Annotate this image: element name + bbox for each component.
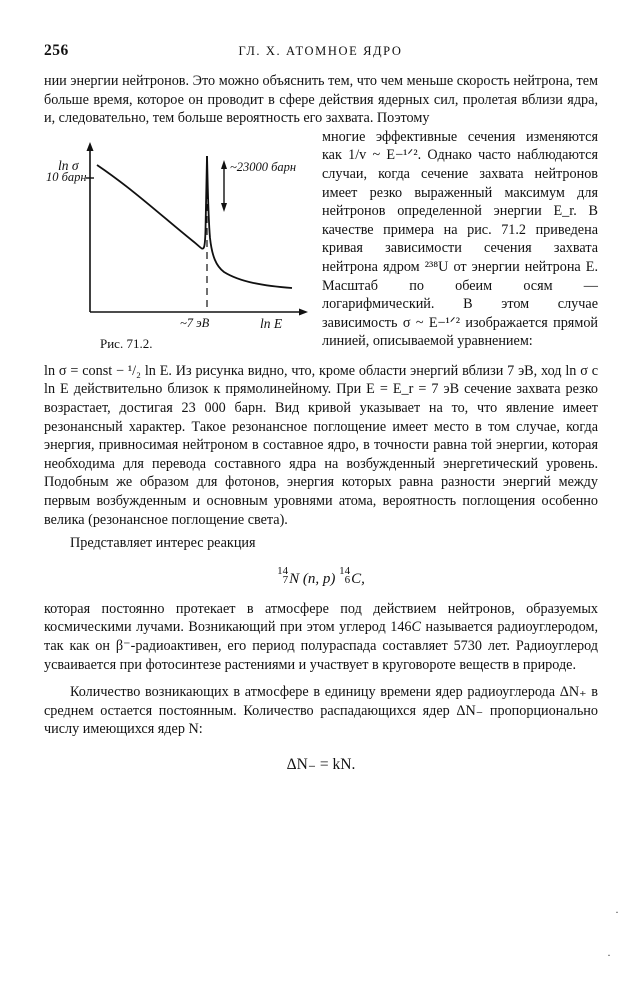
formula-n-charge: 7: [282, 573, 289, 586]
formula-c-charge: 6: [344, 573, 351, 586]
running-title: ГЛ. X. АТОМНОЕ ЯДРО: [238, 44, 403, 58]
margin-mark-upper: ·: [615, 905, 619, 919]
formula-decay: ΔN₋ = kN.: [286, 755, 356, 773]
formula-c-symbol: C,: [351, 570, 365, 587]
y-axis-label: ln σ: [58, 157, 79, 173]
paragraph-3: ln σ = const − ¹/₂ ln E. Из рисунка видно, что, кроме области энергий вблизи 7 эВ, ход ln σ с ln E действительно близок к прямолинейному. При E = E_r = 7 эВ сечение захвата резко возрастает, достигая 23 000 барн. Вид кривой указывает на то, что явление имеет резонансный характер. Такое резонансное поглощение имеет место в том случае, когда энергия, привносимая нейтроном в составное ядро, в точности равна той энергии, которая необходима для перевода составного ядра на возбужденный энергетический уровень. Подобным же образом для фотонов, энергия которых равна разности энергий между первым возбужденным и основным уровнями атома, вероятность поглощения особенно велика (резонансное поглощение света).: [44, 362, 598, 528]
formula-reaction: [44, 564, 598, 588]
isotope-mass: 14: [390, 619, 405, 636]
body-column: [44, 72, 598, 774]
margin-mark-lower: ·: [607, 948, 611, 962]
figure-71-2: [44, 130, 312, 362]
peak-annotation: ~23000 барн: [230, 159, 297, 174]
x-axis-label: ln E: [260, 315, 283, 331]
formula-carbon-indices: [339, 564, 351, 586]
paragraph-1: нии энергии нейтронов. Это можно объяснить тем, что чем меньше скорость нейтрона, тем больше время, которое он проводит в сфере действия ядерных сил, пролетая вблизи ядра, и, следовательно, тем больше вероятность его захвата. Поэтому: [44, 73, 598, 127]
paragraph-5: [44, 600, 598, 674]
formula-nitrogen-indices: [277, 564, 289, 586]
formula-n-mass: 14: [277, 564, 289, 577]
x-tick-label: ~7 эВ: [180, 315, 210, 330]
page-number: 256: [44, 42, 69, 59]
figure-caption: Рис. 71.2.: [100, 335, 153, 351]
page-header: [44, 42, 597, 62]
paragraph-4: Представляет интерес реакция: [70, 535, 256, 552]
isotope-symbol: C: [411, 619, 421, 636]
formula-n-symbol: N: [289, 570, 300, 587]
y-tick-label: 10 барн: [46, 169, 87, 184]
figure-wrap: [44, 130, 312, 362]
isotope-indices: [390, 619, 411, 635]
paragraph-2: многие эффективные сечения изменяются как 1/v ~ E−¹ᐟ². Однако часто наблюдаются случаи, когда сечение захвата нейтронов имеет резко выраженный максимум для нейтронов определенной энергии E_r. В качестве примера на рис. 71.2 приведена кривая зависимости сечения захвата нейтрона ядром ²³⁸U от энергии нейтрона E. Масштаб по обеим осям — логарифмический. В этом случае зависимость σ ~ E−¹ᐟ² изображается прямой линией, описываемой уравнением:: [322, 128, 598, 350]
isotope-charge: 6: [404, 619, 412, 636]
paragraph-5-part2: называется радиоуглеродом, так как он β⁻-радиоактивен, его период полураспада составляет 5730 лет. Радиоуглерод усваивается при фотосинтезе растениями и участвует в круговороте веществ в природе.: [44, 619, 598, 673]
paragraph-5-part1: которая постоянно протекает в атмосфере под действием нейтронов, образуемых космическими лучами. Возникающий при этом углерод: [44, 600, 598, 636]
paragraph-6: Количество возникающих в атмосфере в единицу времени ядер радиоуглерода ΔN₊ в среднем остается постоянным. Количество распадающихся ядер ΔN₋ пропорционально числу имеющихся ядер N:: [44, 684, 598, 738]
formula-c-mass: 14: [339, 564, 351, 577]
formula-channel: (n, p): [302, 570, 336, 587]
